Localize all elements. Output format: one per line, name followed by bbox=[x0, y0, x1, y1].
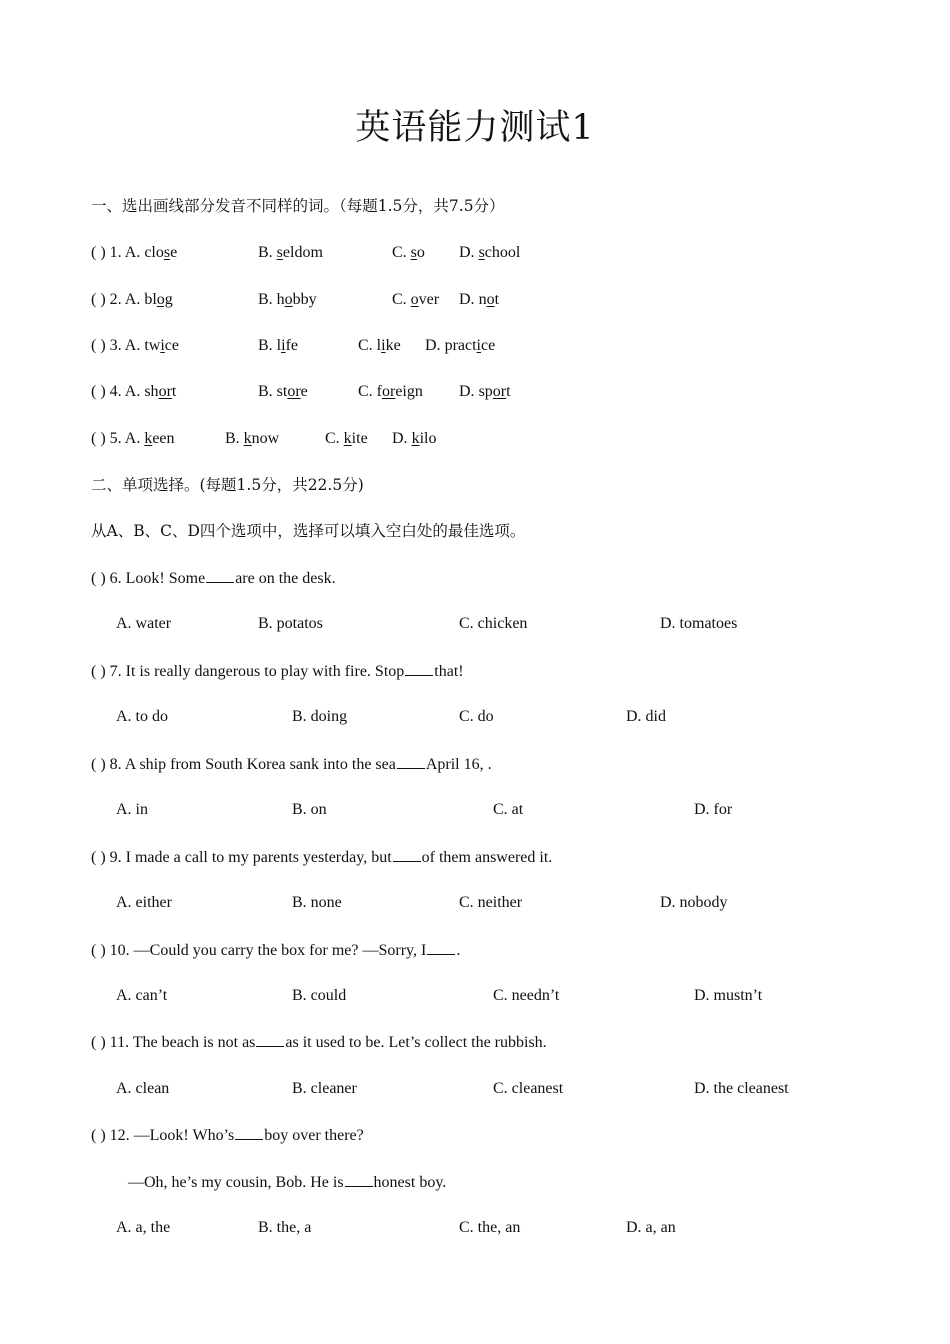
answer-option bbox=[225, 429, 279, 449]
answer-option: D. nobody bbox=[660, 894, 728, 911]
answer-option: C. needn’t bbox=[493, 987, 560, 1004]
answer-option: A. a, the bbox=[116, 1219, 171, 1236]
underlined-sound: o bbox=[284, 291, 293, 308]
answer-option: B. the, a bbox=[258, 1219, 312, 1236]
answer-option: D. the cleanest bbox=[694, 1080, 789, 1097]
page-title: 英语能力测试1 bbox=[355, 108, 595, 148]
answer-option: C. neither bbox=[459, 894, 523, 911]
word-part: t bbox=[494, 291, 500, 308]
word-part: sh bbox=[144, 383, 159, 400]
option-letter: D. bbox=[459, 291, 479, 308]
word-part: l bbox=[376, 337, 382, 354]
underlined-sound: k bbox=[243, 430, 252, 447]
underlined-sound: k bbox=[343, 430, 352, 447]
answer-option bbox=[258, 290, 317, 310]
option-letter: B. bbox=[258, 383, 277, 400]
question-text: ( ) 12. —Look! Who’s bbox=[91, 1127, 235, 1144]
answer-option: A. can’t bbox=[116, 987, 168, 1004]
underlined-sound: or bbox=[158, 383, 172, 400]
answer-option bbox=[358, 336, 401, 356]
word-part: ce bbox=[164, 337, 179, 354]
word-part: chool bbox=[484, 244, 521, 261]
answer-option bbox=[425, 336, 495, 356]
answer-option: B. on bbox=[292, 801, 327, 818]
option-letter: C. bbox=[358, 383, 377, 400]
answer-option: A. to do bbox=[116, 708, 168, 725]
question-text: ( ) 9. I made a call to my parents yesterday, but bbox=[91, 849, 392, 866]
word-part: een bbox=[152, 430, 175, 447]
word-part: t bbox=[506, 383, 511, 400]
answer-blank bbox=[393, 847, 421, 862]
answer-blank bbox=[397, 754, 425, 769]
question-text: ( ) 11. The beach is not as bbox=[91, 1034, 256, 1051]
answer-option: C. chicken bbox=[459, 615, 528, 632]
underlined-sound: i bbox=[476, 337, 481, 354]
word-part: bl bbox=[144, 291, 157, 308]
answer-blank bbox=[206, 568, 234, 583]
option-letter: C. bbox=[325, 430, 344, 447]
word-part: eign bbox=[395, 383, 423, 400]
answer-option bbox=[91, 336, 179, 356]
question-text: ( ) 6. Look! Some bbox=[91, 570, 206, 587]
answer-option: A. clean bbox=[116, 1080, 170, 1097]
answer-option bbox=[91, 290, 173, 310]
answer-option: A. either bbox=[116, 894, 172, 911]
answer-option bbox=[91, 382, 176, 402]
question-text: boy over there? bbox=[264, 1127, 364, 1144]
question-stem bbox=[91, 568, 336, 589]
underlined-sound: i bbox=[160, 337, 165, 354]
answer-option bbox=[392, 429, 436, 449]
section-2-heading: 二、单项选择。(每题1.5分，共22.5分) bbox=[91, 476, 364, 494]
question-text: of them answered it. bbox=[421, 849, 553, 866]
answer-option bbox=[258, 243, 323, 263]
question-stem bbox=[91, 661, 464, 682]
underlined-sound: o bbox=[486, 291, 495, 308]
underlined-sound: i bbox=[281, 337, 286, 354]
answer-option bbox=[325, 429, 368, 449]
question-text: honest boy. bbox=[373, 1174, 447, 1191]
option-letter: B. bbox=[258, 244, 277, 261]
question-stem bbox=[91, 847, 552, 868]
answer-option: C. do bbox=[459, 708, 494, 725]
answer-option bbox=[459, 290, 499, 310]
underlined-sound: s bbox=[478, 244, 485, 261]
answer-blank bbox=[256, 1032, 284, 1047]
option-letter: ( ) 3. A. bbox=[91, 337, 145, 354]
word-part: f bbox=[376, 383, 382, 400]
word-part: eldom bbox=[282, 244, 323, 261]
question-stem bbox=[91, 1125, 364, 1146]
option-letter: B. bbox=[258, 337, 277, 354]
word-part: sp bbox=[478, 383, 493, 400]
answer-option: D. for bbox=[694, 801, 733, 818]
question-text: as it used to be. Let’s collect the rubbish. bbox=[285, 1034, 547, 1051]
word-part: now bbox=[251, 430, 280, 447]
question-text: ( ) 10. —Could you carry the box for me? —Sorry, I bbox=[91, 942, 427, 959]
question-stem bbox=[91, 940, 460, 961]
underlined-sound: s bbox=[163, 244, 171, 261]
underlined-sound: i bbox=[381, 337, 386, 354]
answer-option: A. water bbox=[116, 615, 172, 632]
answer-option: B. potatos bbox=[258, 615, 323, 632]
underlined-sound: s bbox=[276, 244, 283, 261]
underlined-sound: og bbox=[156, 291, 173, 308]
word-part: ilo bbox=[419, 430, 437, 447]
section-2-instruction: 从A、B、C、D四个选项中，选择可以填入空白处的最佳选项。 bbox=[91, 522, 526, 540]
word-part: bby bbox=[292, 291, 317, 308]
answer-option: B. cleaner bbox=[292, 1080, 357, 1097]
option-letter: C. bbox=[392, 244, 411, 261]
answer-blank bbox=[405, 661, 433, 676]
answer-option: B. could bbox=[292, 987, 347, 1004]
question-text: are on the desk. bbox=[235, 570, 336, 587]
option-letter: ( ) 2. A. bbox=[91, 291, 145, 308]
answer-option bbox=[91, 429, 175, 449]
question-text: —Oh, he’s my cousin, Bob. He is bbox=[128, 1174, 344, 1191]
word-part: ke bbox=[385, 337, 401, 354]
underlined-sound: or bbox=[287, 383, 301, 400]
question-stem-continued bbox=[128, 1172, 446, 1193]
word-part: st bbox=[276, 383, 288, 400]
question-text: April 16, . bbox=[425, 756, 492, 773]
word-part: fe bbox=[285, 337, 299, 354]
word-part: clo bbox=[144, 244, 164, 261]
underlined-sound: k bbox=[144, 430, 153, 447]
answer-option bbox=[459, 243, 520, 263]
answer-option: D. did bbox=[626, 708, 666, 725]
answer-option bbox=[258, 336, 298, 356]
answer-option: D. mustn’t bbox=[694, 987, 763, 1004]
question-stem bbox=[91, 754, 492, 775]
answer-option: C. at bbox=[493, 801, 524, 818]
option-letter: ( ) 4. A. bbox=[91, 383, 145, 400]
underlined-sound: k bbox=[411, 430, 420, 447]
question-stem bbox=[91, 1032, 547, 1053]
option-letter: ( ) 5. A. bbox=[91, 430, 145, 447]
answer-option bbox=[258, 382, 308, 402]
word-part: h bbox=[276, 291, 285, 308]
answer-option: C. the, an bbox=[459, 1219, 521, 1236]
question-text: ( ) 7. It is really dangerous to play with fire. Stop bbox=[91, 663, 405, 680]
word-part: l bbox=[276, 337, 282, 354]
underlined-sound: o bbox=[410, 291, 419, 308]
word-part: ce bbox=[481, 337, 496, 354]
answer-option: B. doing bbox=[292, 708, 348, 725]
answer-option bbox=[91, 243, 177, 263]
underlined-sound: or bbox=[492, 383, 507, 400]
answer-option: B. none bbox=[292, 894, 342, 911]
option-letter: B. bbox=[258, 291, 277, 308]
option-letter: B. bbox=[225, 430, 244, 447]
word-part: o bbox=[416, 244, 425, 261]
underlined-sound: or bbox=[382, 383, 396, 400]
option-letter: C. bbox=[358, 337, 377, 354]
option-letter: D. bbox=[459, 383, 479, 400]
word-part: n bbox=[478, 291, 487, 308]
option-letter: D. bbox=[459, 244, 479, 261]
answer-option: C. cleanest bbox=[493, 1080, 564, 1097]
option-letter: C. bbox=[392, 291, 411, 308]
answer-blank bbox=[345, 1172, 373, 1187]
answer-option: D. tomatoes bbox=[660, 615, 738, 632]
answer-option bbox=[392, 290, 439, 310]
word-part: e bbox=[170, 244, 178, 261]
answer-option: D. a, an bbox=[626, 1219, 676, 1236]
word-part: e bbox=[300, 383, 308, 400]
answer-option bbox=[392, 243, 425, 263]
option-letter: ( ) 1. A. bbox=[91, 244, 145, 261]
answer-option bbox=[358, 382, 423, 402]
question-text: . bbox=[456, 942, 461, 959]
answer-option bbox=[459, 382, 511, 402]
option-letter: D. bbox=[392, 430, 412, 447]
option-letter: D. bbox=[425, 337, 445, 354]
question-text: ( ) 8. A ship from South Korea sank into the sea bbox=[91, 756, 396, 773]
question-text: that! bbox=[434, 663, 464, 680]
answer-option: A. in bbox=[116, 801, 148, 818]
word-part: t bbox=[171, 383, 177, 400]
answer-blank bbox=[427, 940, 455, 955]
word-part: pract bbox=[444, 337, 477, 354]
word-part: ite bbox=[351, 430, 368, 447]
word-part: ver bbox=[418, 291, 440, 308]
underlined-sound: s bbox=[410, 244, 417, 261]
answer-blank bbox=[235, 1125, 263, 1140]
word-part: tw bbox=[144, 337, 161, 354]
section-1-heading: 一、选出画线部分发音不同样的词。（每题1.5分，共7.5分） bbox=[91, 197, 505, 215]
